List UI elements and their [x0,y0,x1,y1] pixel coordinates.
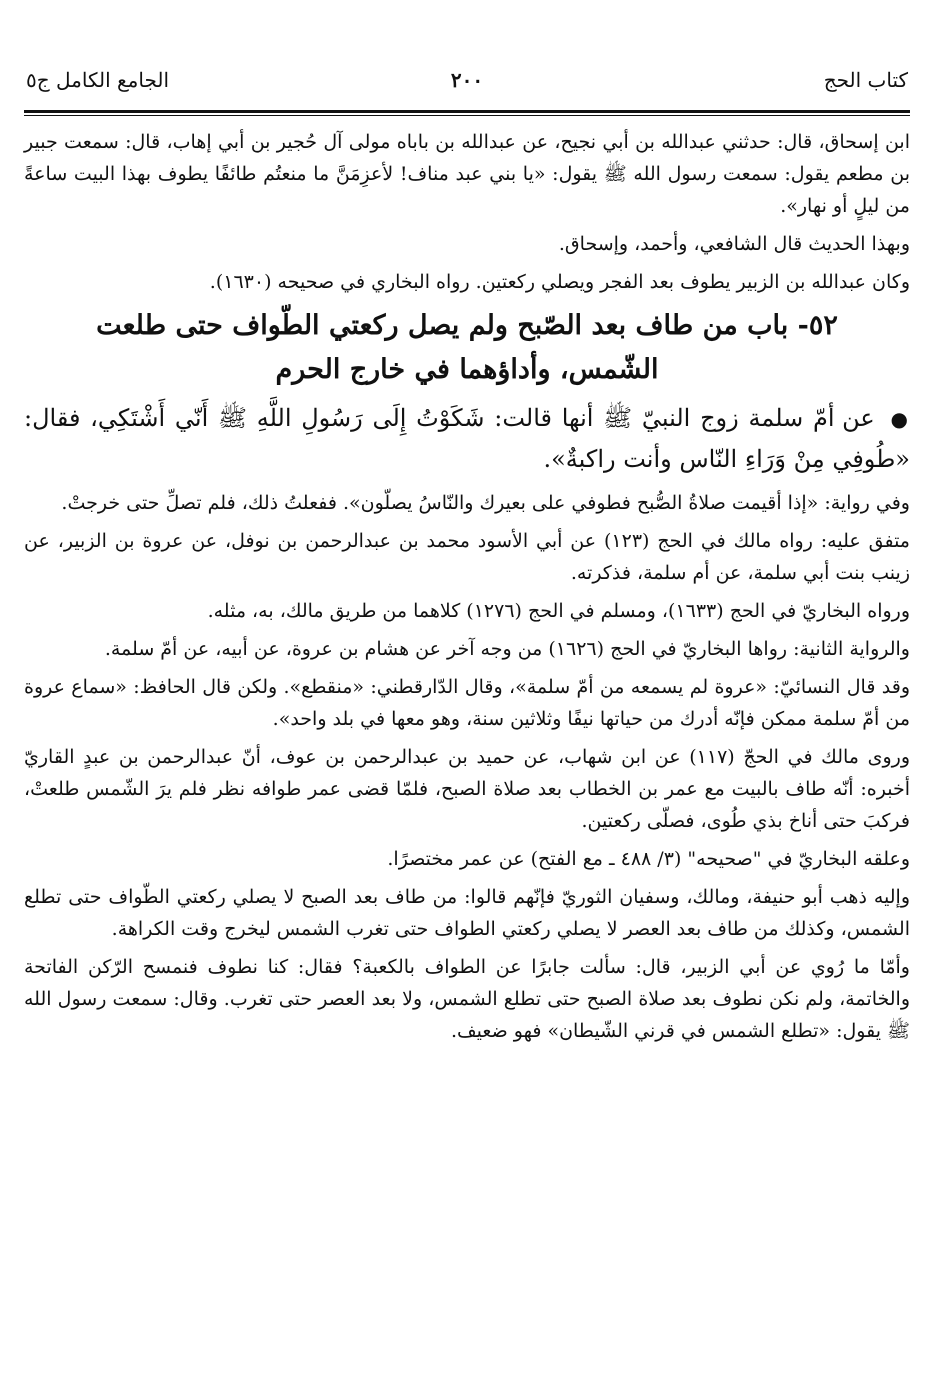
paragraph-isnad: ابن إسحاق، قال: حدثني عبدالله بن أبي نجيح، عن عبدالله بن باباه مولى آل حُجير بن أبي إهاب، قال: سمعت جبير بن مطعم يقول: سمعت رسول الله ﷺ يقول: «يا بني عبد مناف! لأعزِمَنَّ ما منعتُم طائفًا يطوف بهذا البيت ساعةً من ليلٍ أو نهار». [24,131,910,217]
paragraph-taliq: وعلقه البخاريّ في "صحيحه" (٣/ ٤٨٨ ـ مع الفتح) عن عمر مختصرًا. [387,848,910,870]
chapter-heading-line-1: ٥٢- باب من طاف بعد الصّبح ولم يصل ركعتي الطّواف حتى طلعت [96,310,838,341]
running-header [24,60,910,106]
paragraph-takhrij: متفق عليه: رواه مالك في الحج (١٢٣) عن أبي الأسود محمد بن عبدالرحمن بن نوفل، عن عروة بن الزبير، عن زينب بنت أبي سلمة، عن أم سلمة، فذكرته. [24,530,910,584]
paragraph-opinion: وبهذا الحديث قال الشافعي، وأحمد، وإسحاق. [558,233,910,255]
header-rule-thin [24,115,910,116]
paragraph-malik-umar: وروى مالك في الحجّ (١١٧) عن ابن شهاب، عن حميد بن عبدالرحمن بن عوف، أنّ عبدالرحمن بن عبدٍ القاريّ أخبره: أنّه طاف بالبيت مع عمر بن الخطاب بعد صلاة الصبح، فلمّا قضى عمر طوافه نظر فلم يرَ الشّمس طلعتْ، فركبَ حتى أناخ بذي طُوى، فصلّى ركعتين. [24,746,910,832]
book-page [24,60,910,1053]
paragraph-abu-hanifa: وإليه ذهب أبو حنيفة، ومالك، وسفيان الثوريّ فإنّهم قالوا: من طاف بعد الصبح لا يصلي ركعتي الطّواف حتى تطلع الشمس، وكذلك من طاف بعد العصر لا يصلي ركعتي الطواف حتى تغرب الشمس ليخرج وقت الكراهة. [24,886,910,940]
paragraph-nasai: وقد قال النسائيّ: «عروة لم يسمعه من أمّ سلمة»، وقال الدّارقطني: «منقطع». ولكن قال الحافظ: «سماع عروة من أمّ سلمة ممكن فإنّه أدرك من حياتها نيفًا وثلاثين سنة، وهو معها في بلد واحد». [24,676,910,730]
bullet-icon: ● [890,407,911,431]
paragraph-bukhari-muslim: ورواه البخاريّ في الحج (١٦٣٣)، ومسلم في الحج (١٢٧٦) كلاهما من طريق مالك، به، مثله. [207,600,910,622]
paragraph-riwaya: وفي رواية: «إذا أقيمت صلاةُ الصُّبح فطوفي على بعيرك والنّاسُ يصلّون». ففعلتُ ذلك، فلم تصلِّ حتى خرجتْ. [61,492,910,514]
series-title: الجامع الكامل ج٥ [26,68,170,92]
chapter-heading-line-2: الشّمس، وأداؤهما في خارج الحرم [275,354,659,385]
paragraph-ibn-zubayr: وكان عبدالله بن الزبير يطوف بعد الفجر ويصلي ركعتين. رواه البخاري في صحيحه (١٦٣٠). [209,271,910,293]
hadith-text [24,398,910,479]
page-number: ٢٠٠ [450,68,484,92]
header-rule-thick [24,110,910,113]
book-title: كتاب الحج [823,68,908,92]
chapter-heading [24,304,910,392]
paragraph-second-riwaya: والرواية الثانية: رواها البخاريّ في الحج (١٦٢٦) من وجه آخر عن هشام بن عروة، عن أبيه، عن أمّ سلمة. [104,638,910,660]
hadith-body: عن أمّ سلمة زوج النبيّ ﷺ أنها قالت: شَكَوْتُ إِلَى رَسُولِ اللَّهِ ﷺ أَنّي أَشْتَكِي، فقال: «طُوفِي مِنْ وَرَاءِ النّاس وأنت راكبةٌ». [24,404,910,473]
paragraph-abu-zubayr: وأمّا ما رُوي عن أبي الزبير، قال: سألت جابرًا عن الطواف بالكعبة؟ فقال: كنا نطوف فنمسح الرّكن الفاتحة والخاتمة، ولم نكن نطوف بعد صلاة الصبح حتى تطلع الشمس، ولا بعد العصر حتى تغرب. وقال: سمعت رسول الله ﷺ يقول: «تطلع الشمس في قرني الشّيطان» فهو ضعيف. [24,956,910,1042]
